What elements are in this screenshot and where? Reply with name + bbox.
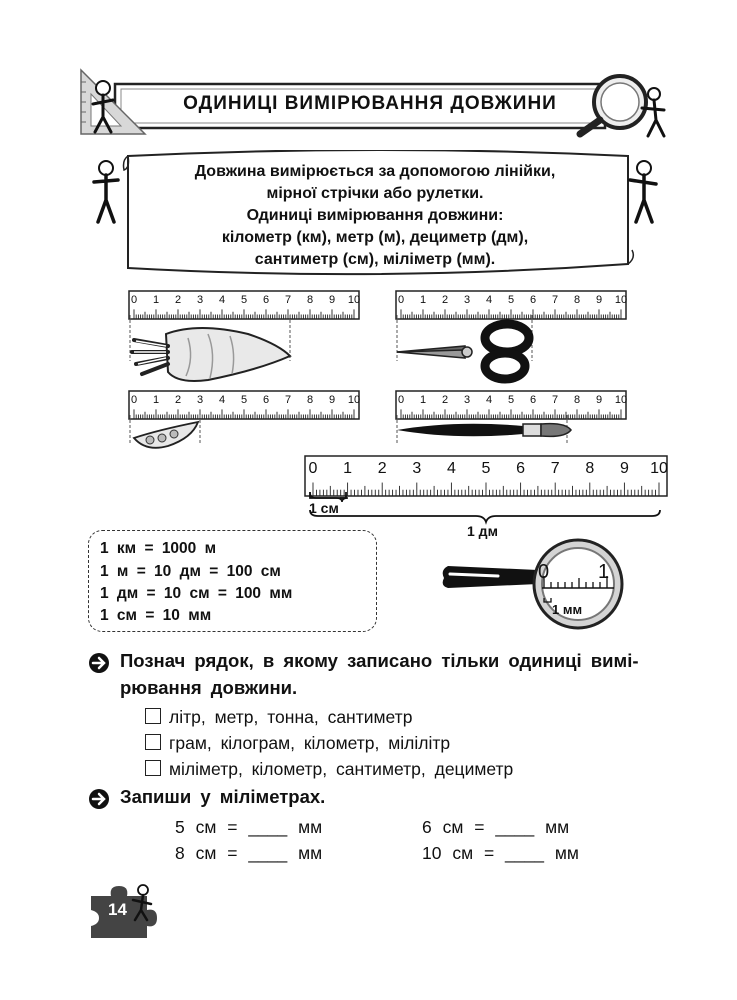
magnifier-label-mm: 1 мм [552, 602, 583, 617]
option-row-3[interactable] [145, 759, 513, 780]
expression-1[interactable]: 5 см = ____ мм [175, 817, 323, 837]
ruler-tick-label: 7 [284, 394, 292, 406]
scissors-icon [395, 318, 535, 384]
ruler-tick-label: 8 [306, 394, 314, 406]
task1-line-2: рювання довжини. [120, 677, 298, 698]
ruler-tick-label: 0 [397, 294, 405, 306]
ruler-tick-label: 8 [573, 394, 581, 406]
ruler-tick-label: 3 [196, 394, 204, 406]
option-checkbox-1[interactable] [145, 708, 161, 724]
ruler-tick-label: 9 [328, 394, 336, 406]
ruler-tick-label: 10 [347, 394, 360, 406]
ruler-tick-label: 0 [308, 460, 318, 477]
ruler-tick-label: 10 [614, 394, 627, 406]
info-line-5: сантиметр (см), міліметр (мм). [254, 251, 496, 268]
ruler-tick-label: 2 [174, 394, 182, 406]
ruler-tick-label: 1 [419, 394, 427, 406]
paint-brush-icon [395, 418, 575, 442]
ruler-tick-label: 1 [419, 294, 427, 306]
ruler-tick-label: 0 [130, 294, 138, 306]
conversion-line-3: 1 дм = 10 см = 100 мм [100, 585, 293, 602]
task2-title: Запиши у міліметрах. [120, 786, 326, 807]
ruler-tick-label: 2 [441, 394, 449, 406]
expression-4[interactable]: 10 см = ____ мм [422, 843, 579, 863]
ruler-tick-label: 7 [551, 294, 559, 306]
conversion-line-2: 1 м = 10 дм = 100 см [100, 563, 281, 580]
ruler-tick-label: 2 [377, 460, 387, 477]
ruler-tick-label: 4 [485, 294, 493, 306]
page-title: ОДИНИЦІ ВИМІРЮВАННЯ ДОВЖИНИ [183, 93, 557, 114]
ruler-tick-label: 8 [585, 460, 595, 477]
ruler-tick-label: 5 [507, 394, 515, 406]
ruler-tick-label: 9 [328, 294, 336, 306]
info-line-4: кілометр (км), метр (м), дециметр (дм), [221, 229, 529, 246]
ruler-tick-label: 8 [306, 294, 314, 306]
ruler-tick-label: 6 [516, 460, 526, 477]
ruler-tick-label: 0 [397, 394, 405, 406]
character-right-icon [622, 158, 664, 228]
option-checkbox-2[interactable] [145, 734, 161, 750]
expression-3[interactable]: 8 см = ____ мм [175, 843, 323, 863]
ruler-tick-label: 9 [619, 460, 629, 477]
label-1-cm: 1 см [309, 500, 339, 516]
ruler-tick-label: 10 [650, 460, 668, 477]
triangle-ruler-icon [75, 62, 150, 144]
ruler-tick-label: 1 [152, 394, 160, 406]
carrot-icon [128, 320, 293, 388]
ruler-tick-label: 3 [463, 394, 471, 406]
info-line-2: мірної стрічки або рулетки. [266, 185, 484, 202]
ruler-tick-label: 5 [240, 394, 248, 406]
ruler-tick-label: 6 [262, 394, 270, 406]
magnifier-icon [438, 536, 628, 632]
ruler-tick-label: 4 [485, 394, 493, 406]
option-row-1[interactable] [145, 707, 412, 728]
page-number: 14 [108, 900, 127, 919]
task-arrow-icon [88, 788, 110, 810]
info-line-1: Довжина вимірюється за допомогою лінійки, [194, 163, 556, 180]
conversion-line-1: 1 км = 1000 м [100, 540, 217, 557]
ruler-tick-label: 10 [614, 294, 627, 306]
ruler-tick-label: 9 [595, 394, 603, 406]
task1-line-1: Познач рядок, в якому записано тільки одиниці вимі- [120, 650, 639, 671]
ruler-tick-label: 5 [507, 294, 515, 306]
ruler-tick-label: 4 [218, 394, 226, 406]
info-line-3: Одиниці вимірювання довжини: [246, 207, 504, 224]
option-text-2: грам, кілограм, кілометр, мілілітр [169, 733, 451, 753]
character-left-icon [86, 158, 128, 228]
ruler-tick-label: 3 [196, 294, 204, 306]
ruler-tick-label: 3 [412, 460, 422, 477]
magnifier-tick-0: 0 [538, 561, 550, 583]
ruler-tick-label: 8 [573, 294, 581, 306]
ruler-tick-label: 5 [240, 294, 248, 306]
task-arrow-icon [88, 652, 110, 674]
ruler-tick-label: 3 [463, 294, 471, 306]
magnifier-tick-1: 1 [598, 561, 610, 583]
ruler-tick-label: 2 [441, 294, 449, 306]
ruler-tick-label: 6 [262, 294, 270, 306]
ruler-tick-label: 4 [446, 460, 456, 477]
ruler-tick-label: 9 [595, 294, 603, 306]
ruler-tick-label: 7 [550, 460, 560, 477]
ruler-tick-label: 1 [343, 460, 353, 477]
option-text-1: літр, метр, тонна, сантиметр [169, 707, 413, 727]
ruler-tick-label: 7 [284, 294, 292, 306]
ruler-tick-label: 10 [347, 294, 360, 306]
option-row-2[interactable] [145, 733, 450, 754]
ruler-tick-label: 5 [481, 460, 491, 477]
option-text-3: міліметр, кілометр, сантиметр, дециметр [169, 759, 514, 779]
ruler-tick-label: 2 [174, 294, 182, 306]
ruler-tick-label: 1 [152, 294, 160, 306]
option-checkbox-3[interactable] [145, 760, 161, 776]
ruler-tick-label: 0 [130, 394, 138, 406]
label-1-dm: 1 дм [467, 523, 498, 539]
expression-2[interactable]: 6 см = ____ мм [422, 817, 570, 837]
ruler-tick-label: 4 [218, 294, 226, 306]
ruler-tick-label: 7 [551, 394, 559, 406]
ruler-tick-label: 6 [529, 394, 537, 406]
pea-pod-icon [128, 418, 203, 454]
ruler-tick-label: 6 [529, 294, 537, 306]
conversion-line-4: 1 см = 10 мм [100, 607, 212, 624]
